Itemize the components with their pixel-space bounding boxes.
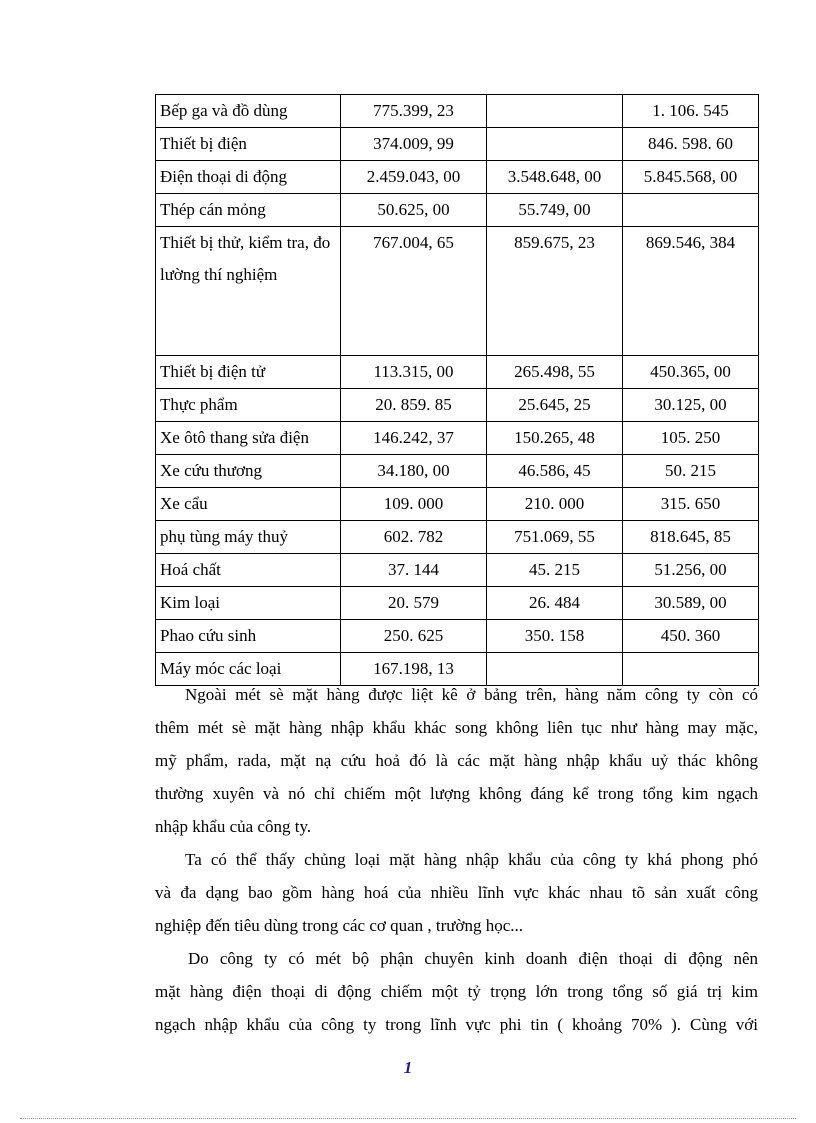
item-name-cell: Kim loại	[156, 587, 341, 620]
item-name-cell: Xe ôtô thang sửa điện	[156, 422, 341, 455]
paragraph-line: ngạch nhập khẩu của công ty trong lĩnh vực phi tin ( khoảng 70% ). Cùng với	[155, 1015, 758, 1034]
value-cell-col-3: 751.069, 55	[487, 521, 623, 554]
value-cell-col-2: 146.242, 37	[341, 422, 487, 455]
value-cell-col-4: 51.256, 00	[623, 554, 759, 587]
value-cell-col-2: 775.399, 23	[341, 95, 487, 128]
table-row	[156, 356, 759, 389]
value-cell-col-2: 37. 144	[341, 554, 487, 587]
value-cell-col-3: 210. 000	[487, 488, 623, 521]
value-cell-col-3	[487, 128, 623, 161]
value-cell-col-3: 25.645, 25	[487, 389, 623, 422]
item-name-cell: Thực phẩm	[156, 389, 341, 422]
value-cell-col-2: 167.198, 13	[341, 653, 487, 686]
table-row	[156, 128, 759, 161]
value-cell-col-3: 45. 215	[487, 554, 623, 587]
value-cell-col-2: 767.004, 65	[341, 227, 487, 356]
item-name-cell: Thiết bị điện	[156, 128, 341, 161]
value-cell-col-4: 315. 650	[623, 488, 759, 521]
value-cell-col-4: 105. 250	[623, 422, 759, 455]
item-name-cell: Thiết bị thử, kiểm tra, đo lường thí nghiệm	[156, 227, 341, 356]
value-cell-col-2: 602. 782	[341, 521, 487, 554]
value-cell-col-2: 374.009, 99	[341, 128, 487, 161]
item-name-cell: Thiết bị điện tử	[156, 356, 341, 389]
table-body	[156, 95, 759, 686]
paragraph-line: thường xuyên và nó chỉ chiếm một lượng không đáng kể trong tổng kim ngạch	[155, 784, 758, 803]
page-number: 1	[403, 1058, 413, 1077]
value-cell-col-3: 3.548.648, 00	[487, 161, 623, 194]
table-row	[156, 620, 759, 653]
value-cell-col-3: 859.675, 23	[487, 227, 623, 356]
value-cell-col-2: 113.315, 00	[341, 356, 487, 389]
table-row	[156, 488, 759, 521]
value-cell-col-3: 26. 484	[487, 587, 623, 620]
paragraph-2	[155, 843, 758, 942]
value-cell-col-2: 20. 579	[341, 587, 487, 620]
value-cell-col-3: 150.265, 48	[487, 422, 623, 455]
value-cell-col-2: 250. 625	[341, 620, 487, 653]
value-cell-col-4: 818.645, 85	[623, 521, 759, 554]
paragraph-line: nghiệp đến tiêu dùng trong các cơ quan , trường học...	[155, 916, 524, 935]
paragraph-line: mỹ phẩm, rada, mặt nạ cứu hoả đó là các mặt hàng nhập khẩu uỷ thác không	[155, 751, 758, 770]
item-name-cell: Xe cẩu	[156, 488, 341, 521]
value-cell-col-2: 2.459.043, 00	[341, 161, 487, 194]
value-cell-col-3: 46.586, 45	[487, 455, 623, 488]
table-row	[156, 194, 759, 227]
item-name-cell: phụ tùng máy thuỷ	[156, 521, 341, 554]
table-row	[156, 227, 759, 356]
value-cell-col-4: 450.365, 00	[623, 356, 759, 389]
item-name-cell: Máy móc các loại	[156, 653, 341, 686]
paragraph-line: thêm mét sè mặt hàng nhập khẩu khác song không liên tục như hàng may mặc,	[155, 718, 758, 737]
value-cell-col-4: 450. 360	[623, 620, 759, 653]
footer-divider	[20, 1118, 796, 1119]
value-cell-col-4: 846. 598. 60	[623, 128, 759, 161]
paragraph-line: Ta có thể thấy chủng loại mặt hàng nhập khẩu của công ty khá phong phó	[185, 850, 758, 869]
value-cell-col-4: 869.546, 384	[623, 227, 759, 356]
paragraph-1	[155, 678, 758, 843]
table-row	[156, 554, 759, 587]
paragraph-line: Ngoài mét sè mặt hàng được liệt kê ở bảng trên, hàng năm công ty còn có	[185, 685, 758, 704]
paragraph-line: nhập khẩu của công ty.	[155, 817, 312, 836]
value-cell-col-4: 30.589, 00	[623, 587, 759, 620]
table-row	[156, 422, 759, 455]
paragraph-line: mặt hàng điện thoại di động chiếm một tỷ trọng lớn trong tổng số giá trị kim	[155, 982, 758, 1001]
paragraph-line: Do công ty có mét bộ phận chuyên kinh doanh điện thoại di động nên	[188, 949, 758, 968]
value-cell-col-2: 20. 859. 85	[341, 389, 487, 422]
item-name-cell: Phao cứu sinh	[156, 620, 341, 653]
import-items-table	[155, 94, 759, 686]
item-name-cell: Bếp ga và đồ dùng	[156, 95, 341, 128]
table-row	[156, 455, 759, 488]
value-cell-col-4: 50. 215	[623, 455, 759, 488]
item-name-cell: Thép cán mỏng	[156, 194, 341, 227]
value-cell-col-4: 1. 106. 545	[623, 95, 759, 128]
value-cell-col-2: 34.180, 00	[341, 455, 487, 488]
value-cell-col-3: 265.498, 55	[487, 356, 623, 389]
table-row	[156, 95, 759, 128]
value-cell-col-4: 30.125, 00	[623, 389, 759, 422]
value-cell-col-4: 5.845.568, 00	[623, 161, 759, 194]
table-row	[156, 161, 759, 194]
item-name-cell: Điện thoại di động	[156, 161, 341, 194]
value-cell-col-3	[487, 95, 623, 128]
value-cell-col-3: 350. 158	[487, 620, 623, 653]
item-name-cell: Xe cứu thương	[156, 455, 341, 488]
value-cell-col-4	[623, 194, 759, 227]
table-row	[156, 521, 759, 554]
value-cell-col-3: 55.749, 00	[487, 194, 623, 227]
table-row	[156, 389, 759, 422]
table-row	[156, 587, 759, 620]
item-name-cell: Hoá chất	[156, 554, 341, 587]
value-cell-col-2: 50.625, 00	[341, 194, 487, 227]
paragraph-3	[155, 942, 758, 1041]
value-cell-col-2: 109. 000	[341, 488, 487, 521]
paragraph-line: và đa dạng bao gồm hàng hoá của nhiều lĩnh vực khác nhau tõ sản xuất công	[155, 883, 758, 902]
